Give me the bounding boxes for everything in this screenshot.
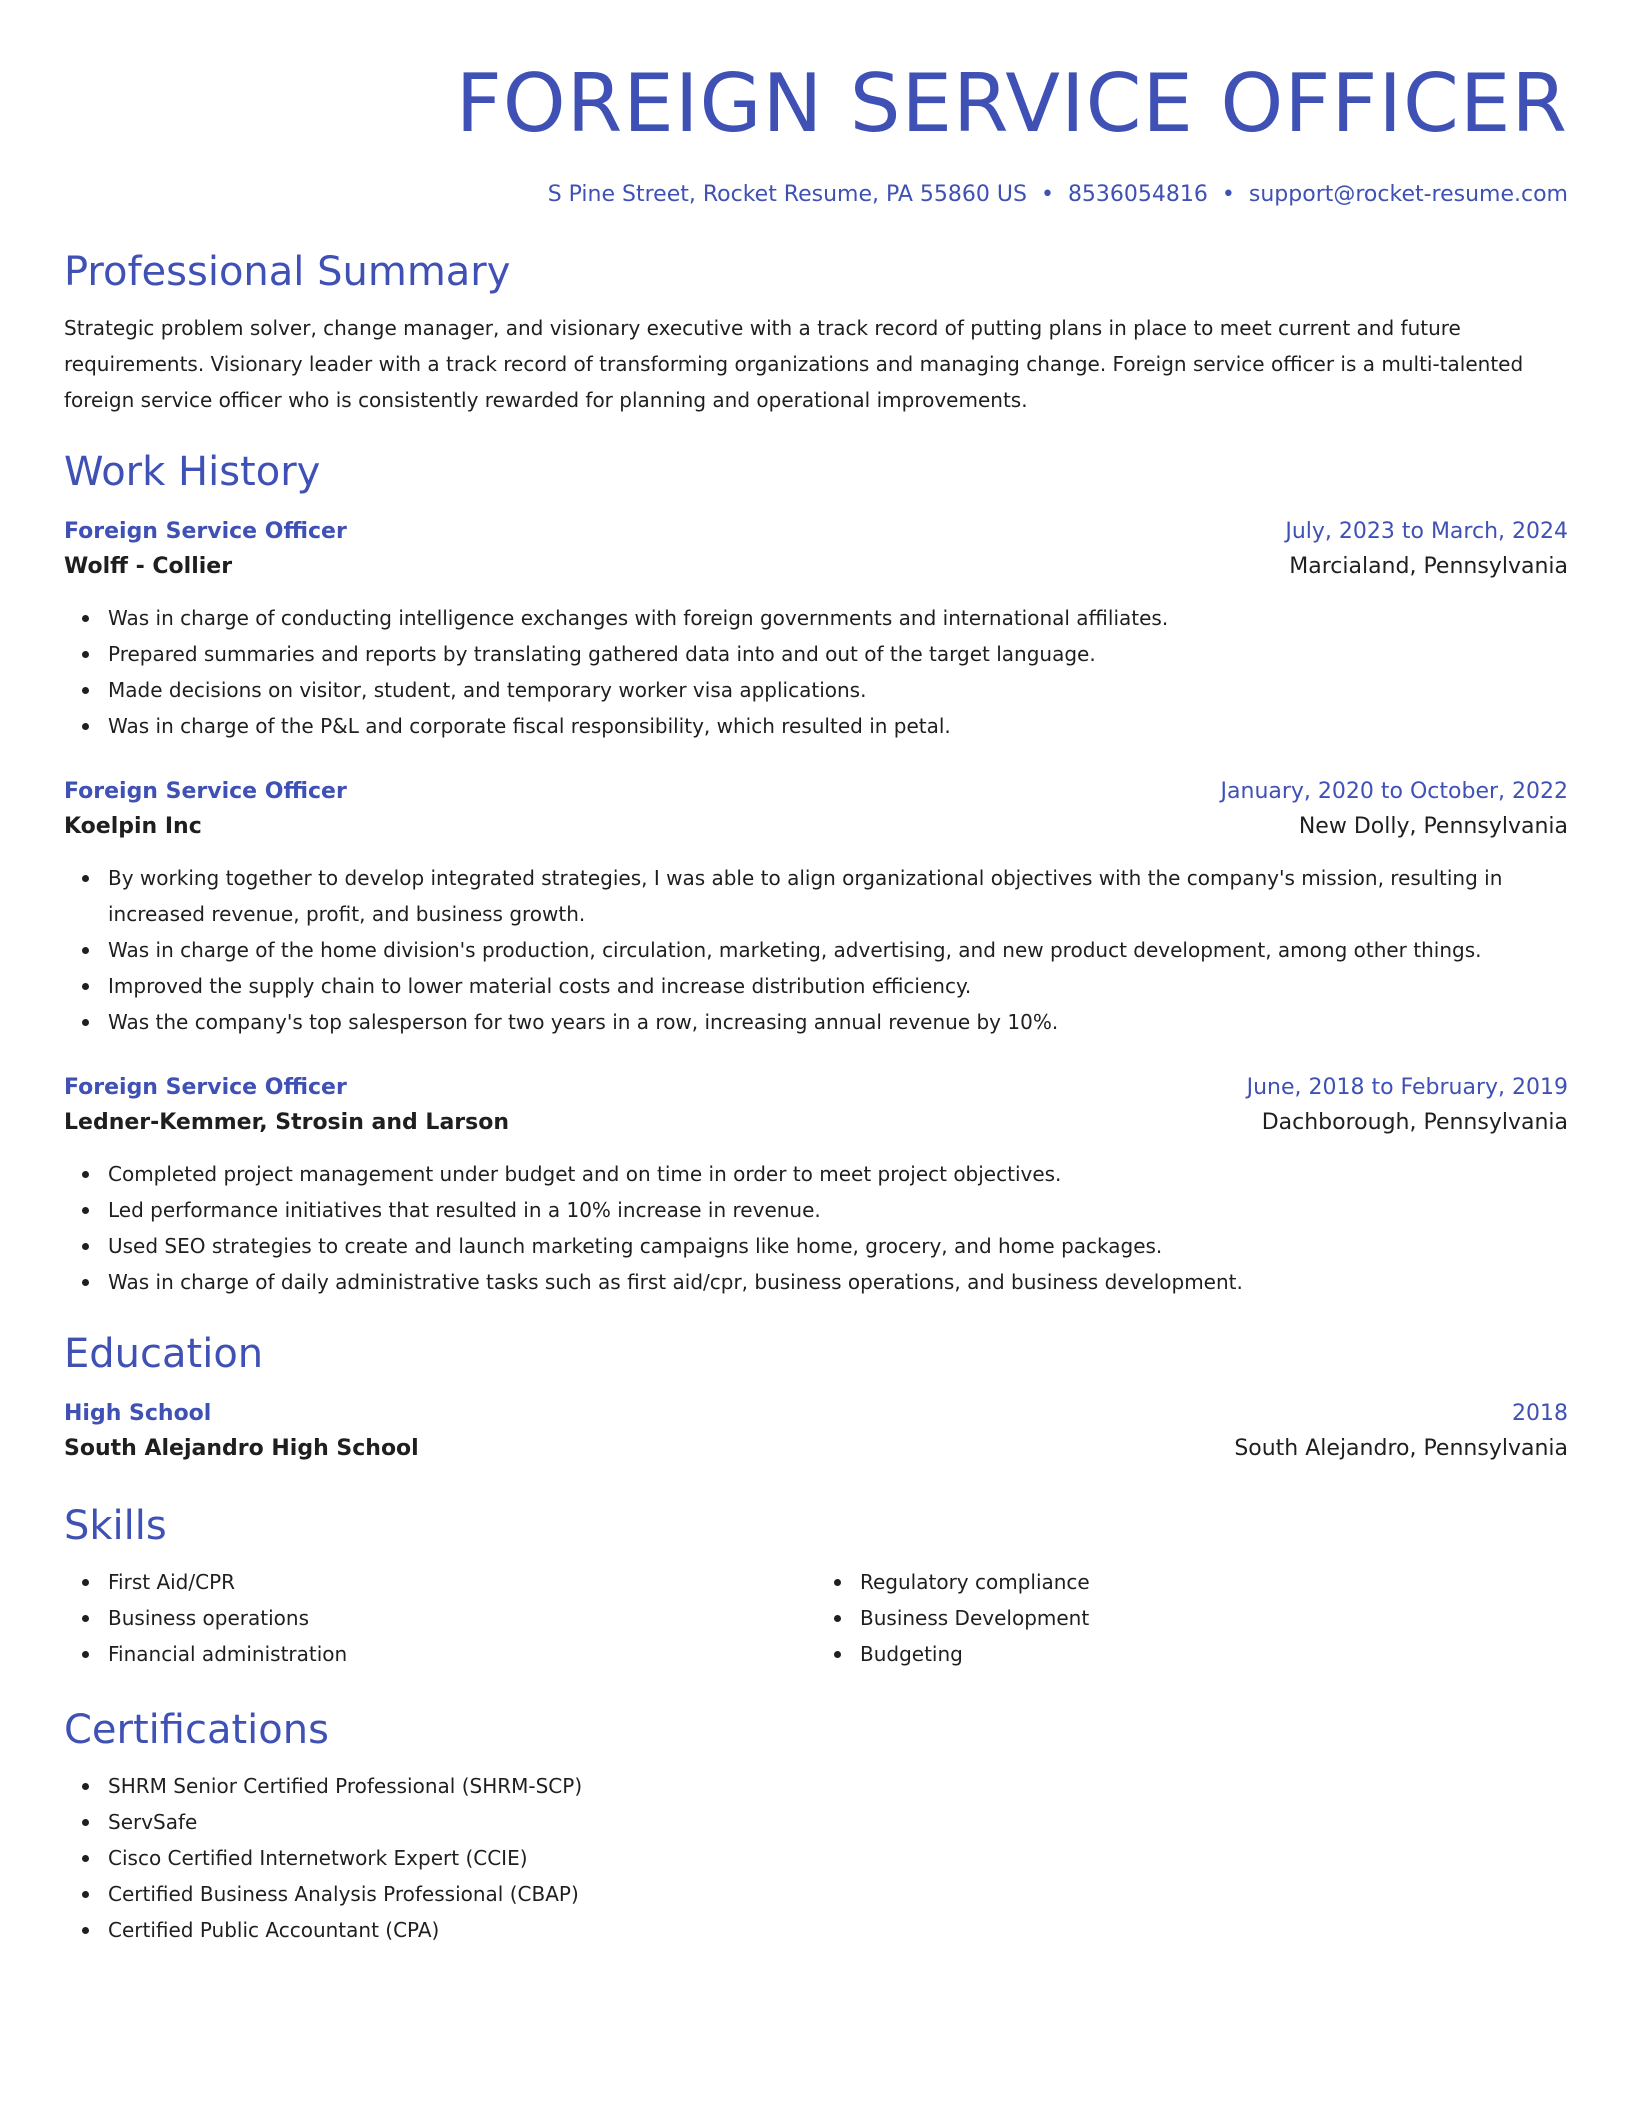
summary-heading: Professional Summary	[64, 249, 511, 295]
education-degree: High School	[64, 1401, 212, 1426]
education-location: South Alejandro, Pennsylvania	[1234, 1436, 1568, 1461]
contact-separator: •	[1221, 182, 1235, 207]
list-item: Business Development	[860, 1600, 1568, 1636]
job-location: Dachborough, Pennsylvania	[1261, 1110, 1568, 1135]
certifications-heading: Certifications	[64, 1707, 329, 1753]
work-history-list	[64, 516, 1568, 1300]
list-item: Prepared summaries and reports by translating gathered data into and out of the target language.	[108, 636, 1568, 672]
contact-line	[64, 180, 1568, 210]
education-heading: Education	[64, 1331, 264, 1377]
list-item: Certified Public Accountant (CPA)	[108, 1912, 1568, 1948]
resume-header	[64, 0, 1568, 210]
skills-column-right	[816, 1564, 1568, 1672]
education-school: South Alejandro High School	[64, 1436, 419, 1461]
list-item: Regulatory compliance	[860, 1564, 1568, 1600]
list-item: Made decisions on visitor, student, and temporary worker visa applications.	[108, 672, 1568, 708]
list-item: Was in charge of the home division's production, circulation, marketing, advertising, and new product development, among other things.	[108, 932, 1568, 968]
job-dates: January, 2020 to October, 2022	[1220, 779, 1568, 804]
contact-email[interactable]: support@rocket-resume.com	[1248, 182, 1568, 207]
list-item: Business operations	[108, 1600, 816, 1636]
list-item: Budgeting	[860, 1636, 1568, 1672]
work-history-heading: Work History	[64, 449, 321, 495]
summary-text: Strategic problem solver, change manager, and visionary executive with a track record of putting plans in place to meet current and future requirements. Visionary leader with a track record of transforming organizations and managing change. Foreign service officer is a multi-talented foreign service officer who is consistently rewarded for planning and operational improvements.	[64, 316, 1524, 412]
job-location: Marcialand, Pennsylvania	[1289, 554, 1568, 579]
job-location: New Dolly, Pennsylvania	[1298, 814, 1568, 839]
job-title: Foreign Service Officer	[64, 779, 347, 804]
job-dates: July, 2023 to March, 2024	[1285, 519, 1568, 544]
list-item: Was the company's top salesperson for two years in a row, increasing annual revenue by 10%.	[108, 1004, 1568, 1040]
list-item: Was in charge of conducting intelligence exchanges with foreign governments and international affiliates.	[108, 600, 1568, 636]
job-title: Foreign Service Officer	[64, 519, 347, 544]
job-dates: June, 2018 to February, 2019	[1246, 1075, 1568, 1100]
list-item: Used SEO strategies to create and launch marketing campaigns like home, grocery, and home packages.	[108, 1228, 1568, 1264]
list-item: Led performance initiatives that resulted in a 10% increase in revenue.	[108, 1192, 1568, 1228]
job-entry	[64, 1072, 1568, 1300]
list-item: SHRM Senior Certified Professional (SHRM-SCP)	[108, 1768, 1568, 1804]
list-item: Financial administration	[108, 1636, 816, 1672]
job-bullets	[64, 1156, 1568, 1300]
list-item: ServSafe	[108, 1804, 1568, 1840]
list-item: Completed project management under budget and on time in order to meet project objectives.	[108, 1156, 1568, 1192]
contact-separator: •	[1040, 182, 1054, 207]
education-year: 2018	[1512, 1401, 1568, 1426]
contact-address: S Pine Street, Rocket Resume, PA 55860 US	[547, 182, 1027, 207]
candidate-name: FOREIGN SERVICE OFFICER	[455, 57, 1568, 150]
list-item: Certified Business Analysis Professional (CBAP)	[108, 1876, 1568, 1912]
contact-phone: 8536054816	[1067, 182, 1208, 207]
job-entry	[64, 776, 1568, 1040]
list-item: By working together to develop integrated strategies, I was able to align organizational objectives with the company's mission, resulting in increased revenue, profit, and business growth.	[108, 860, 1568, 932]
job-bullets	[64, 860, 1568, 1040]
list-item: Was in charge of the P&L and corporate fiscal responsibility, which resulted in petal.	[108, 708, 1568, 744]
skills-heading: Skills	[64, 1503, 167, 1549]
skills-grid	[64, 1564, 1568, 1672]
certifications-list	[64, 1768, 1568, 1948]
education-entry	[64, 1398, 1568, 1468]
job-entry	[64, 516, 1568, 744]
job-company: Ledner-Kemmer, Strosin and Larson	[64, 1110, 510, 1135]
job-company: Wolff - Collier	[64, 554, 233, 579]
list-item: Improved the supply chain to lower material costs and increase distribution efficiency.	[108, 968, 1568, 1004]
job-title: Foreign Service Officer	[64, 1075, 347, 1100]
job-bullets	[64, 600, 1568, 744]
list-item: Cisco Certified Internetwork Expert (CCIE)	[108, 1840, 1568, 1876]
list-item: Was in charge of daily administrative tasks such as first aid/cpr, business operations, and business development.	[108, 1264, 1568, 1300]
skills-column-left	[64, 1564, 816, 1672]
job-company: Koelpin Inc	[64, 814, 202, 839]
list-item: First Aid/CPR	[108, 1564, 816, 1600]
